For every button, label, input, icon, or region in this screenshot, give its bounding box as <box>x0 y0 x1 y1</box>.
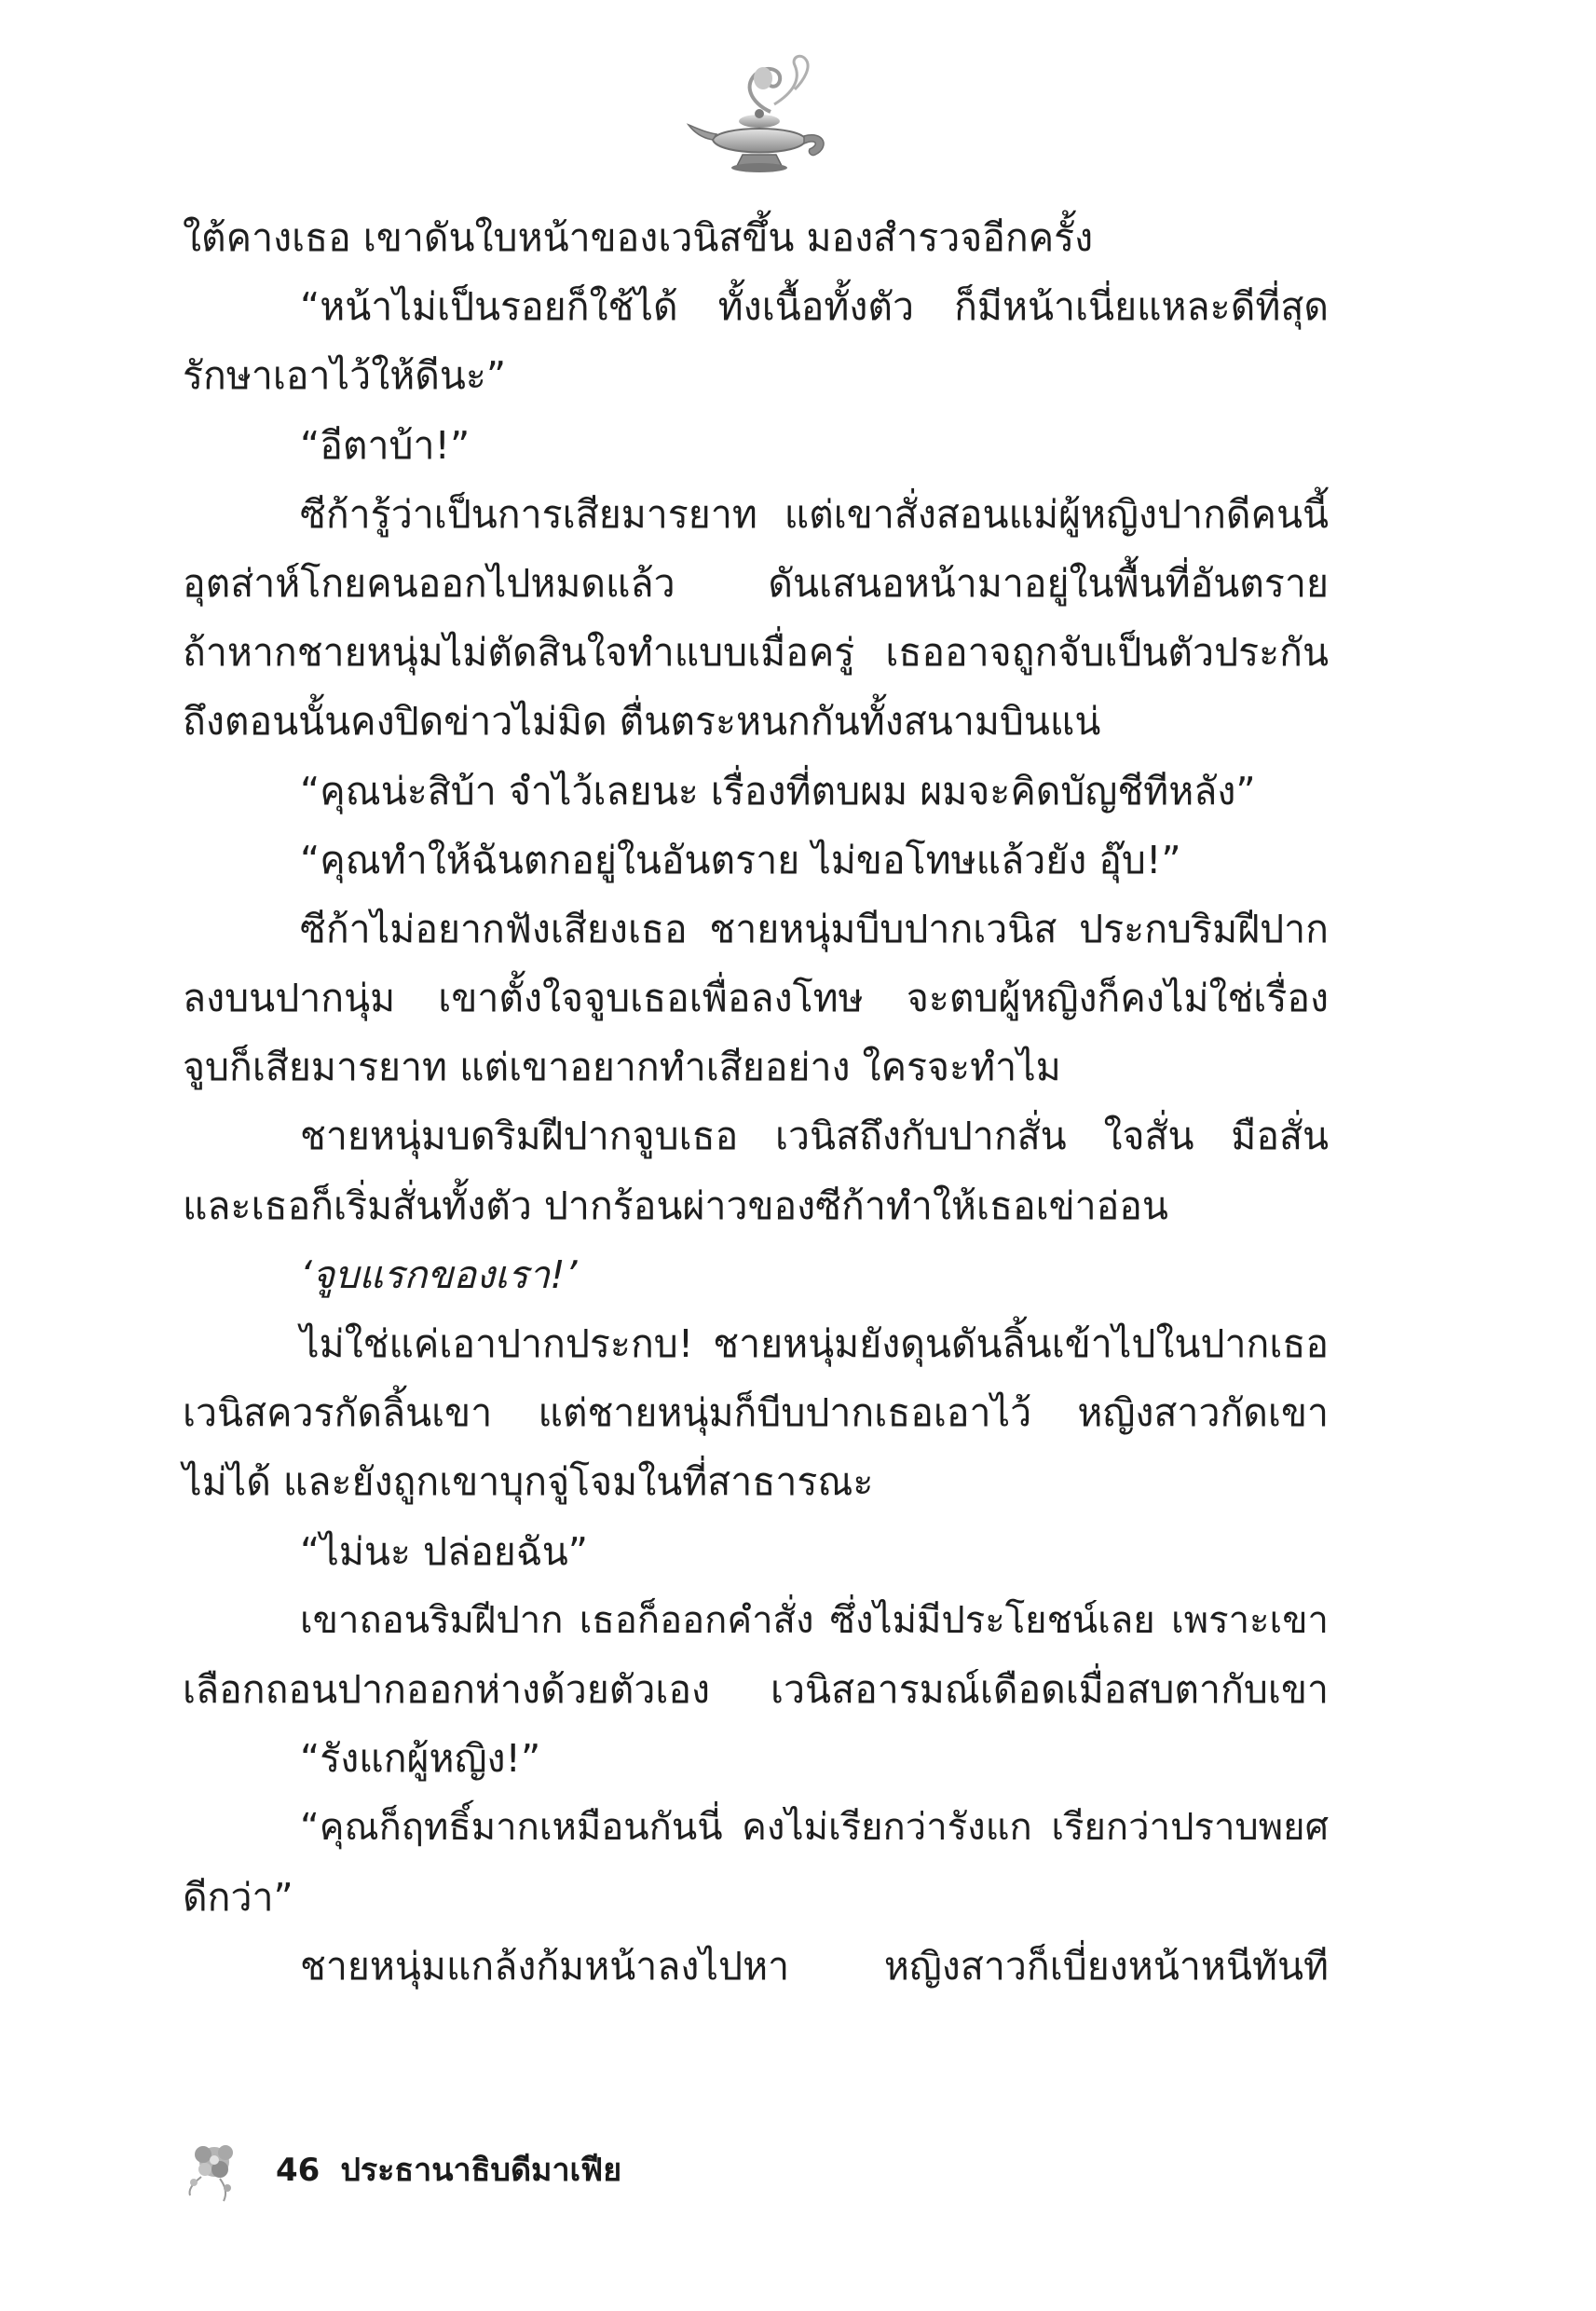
body-text <box>183 203 1329 2001</box>
text-line: เลือกถอนปากออกห่างด้วยตัวเอง เวนิสอารมณ์เดือดเมื่อสบตากับเขา <box>183 1666 1329 1712</box>
text-line: จูบก็เสียมารยาท แต่เขาอยากทำเสียอย่าง ใครจะทำไม <box>183 1045 1061 1090</box>
text-line: “ไม่นะ ปล่อยฉัน” <box>300 1528 588 1574</box>
text-line: เวนิสควรกัดลิ้นเขา แต่ชายหนุ่มก็บีบปากเธอเอาไว้ หญิงสาวกัดเขา <box>183 1390 1329 1436</box>
text-line: ‘จูบแรกของเรา!’ <box>300 1251 578 1297</box>
text-line: ถึงตอนนั้นคงปิดข่าวไม่มิด ตื่นตระหนกกันทั้งสนามบินแน่ <box>183 699 1101 745</box>
text-line: รักษาเอาไว้ให้ดีนะ” <box>183 353 507 399</box>
text-line: ใต้คางเธอ เขาดันใบหน้าของเวนิสขึ้น มองสำรวจอีกครั้ง <box>183 215 1094 260</box>
text-line: ถ้าหากชายหนุ่มไม่ตัดสินใจทำแบบเมื่อครู่ เธออาจถูกจับเป็นตัวประกัน <box>183 630 1329 676</box>
text-line: “คุณก็ฤทธิ์มากเหมือนกันนี่ คงไม่เรียกว่ารังแก เรียกว่าปราบพยศ <box>300 1806 1329 1850</box>
text-line: และเธอก็เริ่มสั่นทั้งตัว ปากร้อนผ่าวของซีก้าทำให้เธอเข่าอ่อน <box>183 1183 1168 1228</box>
text-line: “รังแกผู้หญิง!” <box>300 1736 541 1782</box>
running-title: ประธานาธิบดีมาเฟีย <box>340 2152 622 2189</box>
genie-lamp-ornament-icon <box>685 47 843 186</box>
text-line: ดีกว่า” <box>183 1874 293 1920</box>
page-footer <box>183 2134 1021 2208</box>
text-line: “คุณทำให้ฉันตกอยู่ในอันตราย ไม่ขอโทษแล้วยัง อุ๊บ!” <box>300 837 1181 882</box>
text-line: อุตส่าห์โกยคนออกไปหมดแล้ว ดันเสนอหน้ามาอยู่ในพื้นที่อันตราย <box>183 560 1329 606</box>
text-line: เขาถอนริมฝีปาก เธอก็ออกคำสั่ง ซึ่งไม่มีประโยชน์เลย เพราะเขา <box>300 1598 1329 1642</box>
text-line: “คุณน่ะสิบ้า จำไว้เลยนะ เรื่องที่ตบผม ผมจะคิดบัญชีทีหลัง” <box>300 768 1256 814</box>
text-line: “หน้าไม่เป็นรอยก็ใช้ได้ ทั้งเนื้อทั้งตัว ก็มีหน้าเนี่ยแหละดีที่สุด <box>300 284 1329 330</box>
page-number: 46 <box>276 2152 321 2189</box>
floral-ornament-icon <box>183 2134 248 2208</box>
text-line: ไม่ใช่แค่เอาปากประกบ! ชายหนุ่มยังดุนดันลิ้นเข้าไปในปากเธอ <box>300 1321 1329 1366</box>
text-line: ชายหนุ่มแกล้งก้มหน้าลงไปหา หญิงสาวก็เบี่ยงหน้าหนีทันที <box>300 1943 1329 1989</box>
text-line: ซีก้ารู้ว่าเป็นการเสียมารยาท แต่เขาสั่งสอนแม่ผู้หญิงปากดีคนนี้ <box>300 491 1329 537</box>
text-line: ไม่ได้ และยังถูกเขาบุกจู่โจมในที่สาธารณะ <box>183 1459 874 1505</box>
text-line: ลงบนปากนุ่ม เขาตั้งใจจูบเธอเพื่อลงโทษ จะตบผู้หญิงก็คงไม่ใช่เรื่อง <box>183 976 1329 1021</box>
text-line: ซีก้าไม่อยากฟังเสียงเธอ ชายหนุ่มบีบปากเวนิส ประกบริมฝีปาก <box>300 906 1329 951</box>
text-line: ชายหนุ่มบดริมฝีปากจูบเธอ เวนิสถึงกับปากสั่น ใจสั่น มือสั่น <box>300 1114 1329 1159</box>
text-line: “อีตาบ้า!” <box>300 422 471 468</box>
